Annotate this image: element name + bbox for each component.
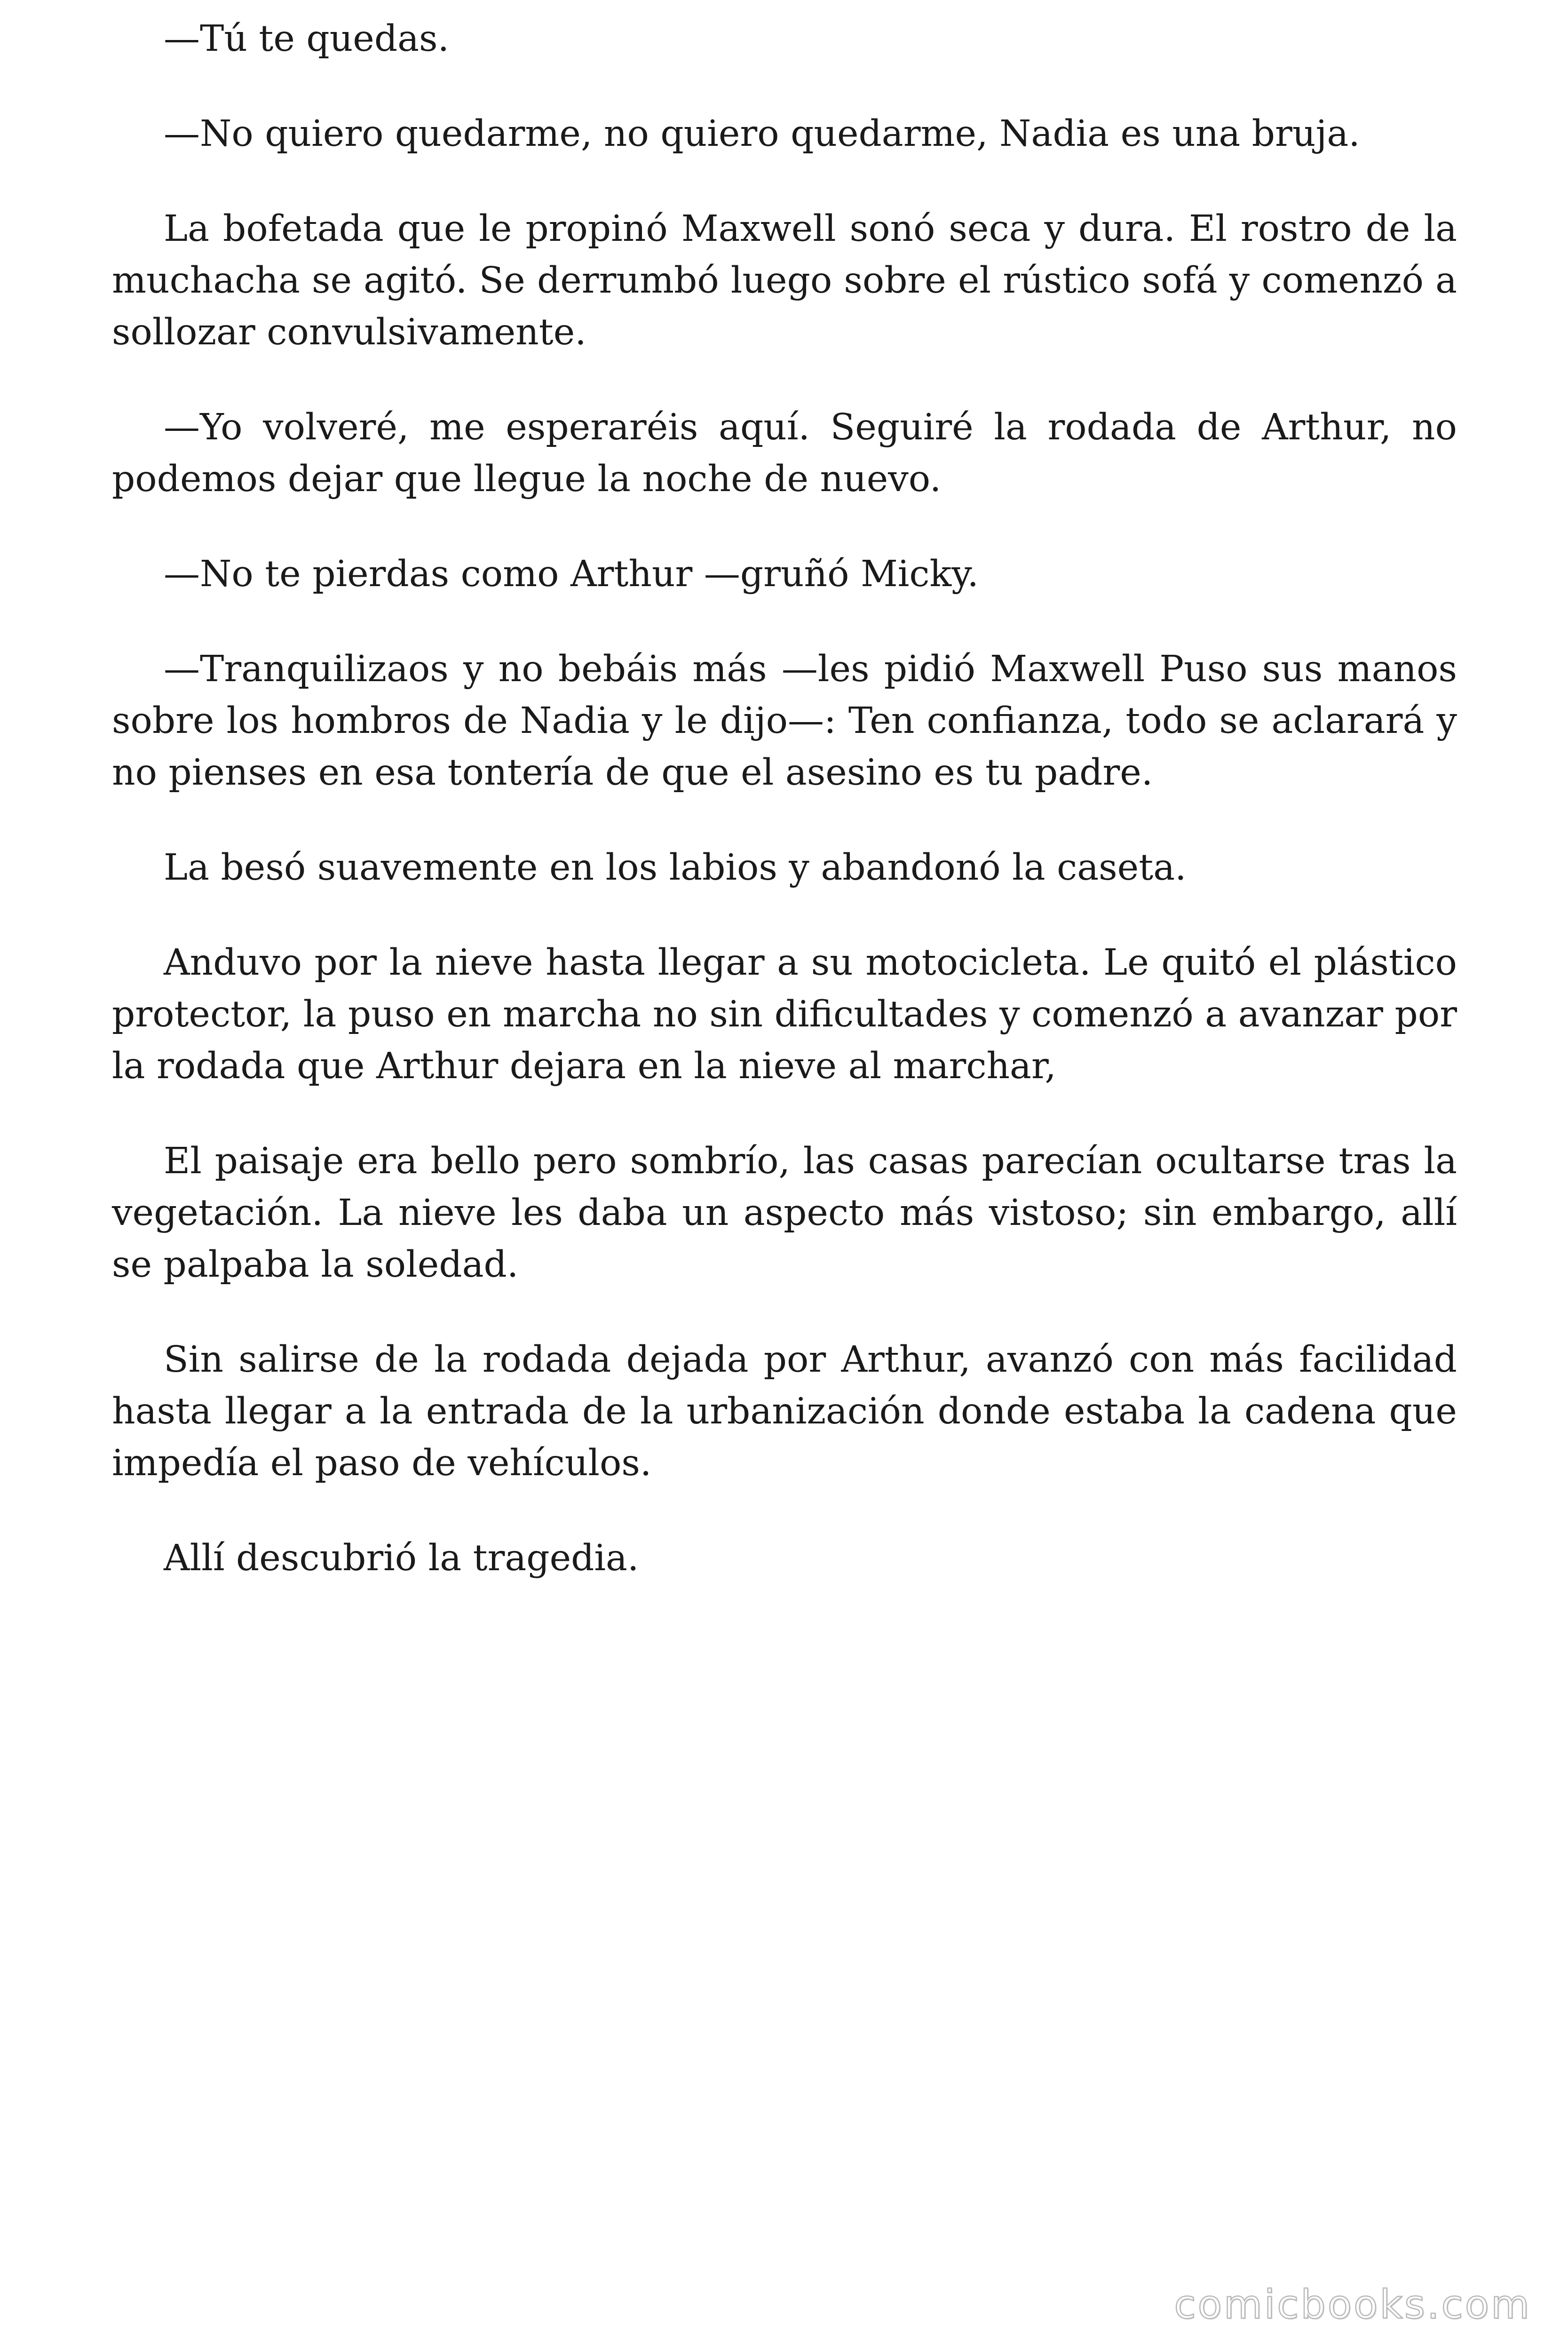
paragraph: El paisaje era bello pero sombrío, las casas parecían ocultarse tras la vegetación. La nieve les daba un aspecto más vistoso; sin embargo, allí se palpaba la soledad.: [112, 1140, 1457, 1286]
paragraph: La bofetada que le propinó Maxwell sonó seca y dura. El rostro de la muchacha se agitó. Se derrumbó luego sobre el rústico sofá y comenzó a sollozar convulsivamente.: [112, 208, 1457, 353]
watermark: comicbooks.com: [1174, 2281, 1531, 2328]
paragraph: La besó suavemente en los labios y abandonó la caseta.: [164, 847, 1187, 889]
paragraph: Anduvo por la nieve hasta llegar a su motocicleta. Le quitó el plástico protector, la puso en marcha no sin dificultades y comenzó a avanzar por la rodada que Arthur dejara en la nieve al marchar,: [112, 942, 1457, 1087]
paragraph: —No te pierdas como Arthur —gruñó Micky.: [164, 553, 979, 595]
paragraph: —Tú te quedas.: [164, 18, 450, 60]
page-body-text: [112, 13, 1457, 1628]
paragraph: Allí descubrió la tragedia.: [164, 1537, 639, 1579]
paragraph: —Tranquilizaos y no bebáis más —les pidió Maxwell Puso sus manos sobre los hombros de Nadia y le dijo—: Ten confianza, todo se aclarará y no pienses en esa tontería de que el asesino es tu padre.: [112, 648, 1457, 794]
paragraph: —No quiero quedarme, no quiero quedarme, Nadia es una bruja.: [164, 113, 1360, 155]
paragraph: —Yo volveré, me esperaréis aquí. Seguiré la rodada de Arthur, no podemos dejar que llegue la noche de nuevo.: [112, 406, 1457, 500]
paragraph: Sin salirse de la rodada dejada por Arthur, avanzó con más facilidad hasta llegar a la entrada de la urbanización donde estaba la cadena que impedía el paso de vehículos.: [112, 1339, 1457, 1484]
